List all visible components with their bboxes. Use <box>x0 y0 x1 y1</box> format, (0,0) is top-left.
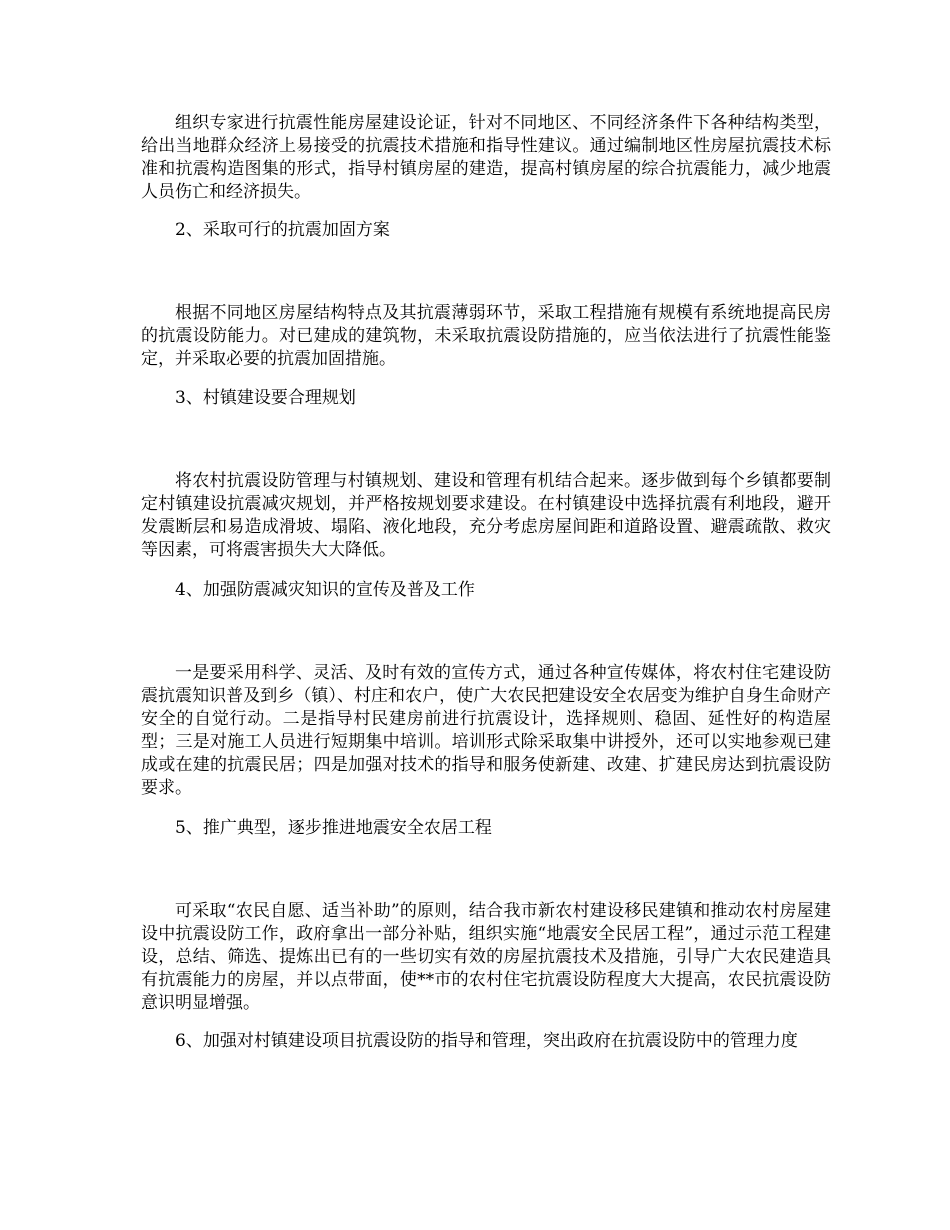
paragraph-publicity: 一是要采用科学、灵活、及时有效的宣传方式，通过各种宣传媒体，将农村住宅建设防震抗震知识普及到乡（镇）、村庄和农户，使广大农民把建设安全农居变为维护自身生命财产安全的自觉行动。二是指导村民建房前进行抗震设计，选择规则、稳固、延性好的构造屋型；三是对施工人员进行短期集中培训。培训形式除采取集中讲授外，还可以实地参观已建成或在建的抗震民居；四是加强对技术的指导和服务使新建、改建、扩建民房达到抗震设防要求。 <box>141 663 831 798</box>
heading-publicity: 4、加强防震减灾知识的宣传及普及工作 <box>175 580 475 600</box>
heading-government-guidance: 6、加强对村镇建设项目抗震设防的指导和管理，突出政府在抗震设防中的管理力度 <box>175 1031 798 1051</box>
paragraph-promote-models: 可采取“农民自愿、适当补助”的原则，结合我市新农村建设移民建镇和推动农村房屋建设中抗震设防工作，政府拿出一部分补贴，组织实施“地震安全民居工程”，通过示范工程建设，总结、筛选、提炼出已有的一些切实有效的房屋抗震技术及措施，引导广大农民建造具有抗震能力的房屋，并以点带面，使**市的农村住宅抗震设防程度大大提高，农民抗震设防意识明显增强。 <box>141 901 831 1013</box>
heading-promote-models: 5、推广典型，逐步推进地震安全农居工程 <box>175 818 492 838</box>
paragraph-expert-demonstration: 组织专家进行抗震性能房屋建设论证，针对不同地区、不同经济条件下各种结构类型，给出当地群众经济上易接受的抗震技术措施和指导性建议。通过编制地区性房屋抗震技术标准和抗震构造图集的形式，指导村镇房屋的建造，提高村镇房屋的综合抗震能力，减少地震人员伤亡和经济损失。 <box>141 113 831 202</box>
paragraph-reinforcement-plan: 根据不同地区房屋结构特点及其抗震薄弱环节，采取工程措施有规模有系统地提高民房的抗震设防能力。对已建成的建筑物，未采取抗震设防措施的，应当依法进行了抗震性能鉴定，并采取必要的抗震加固措施。 <box>141 303 831 369</box>
heading-village-planning: 3、村镇建设要合理规划 <box>175 388 356 408</box>
paragraph-village-planning: 将农村抗震设防管理与村镇规划、建设和管理有机结合起来。逐步做到每个乡镇都要制定村镇建设抗震减灾规划，并严格按规划要求建设。在村镇建设中选择抗震有利地段，避开发震断层和易造成滑坡、塌陷、液化地段，充分考虑房屋间距和道路设置、避震疏散、救灾等因素，可将震害损失大大降低。 <box>141 471 831 560</box>
heading-reinforcement-plan: 2、采取可行的抗震加固方案 <box>175 220 390 240</box>
